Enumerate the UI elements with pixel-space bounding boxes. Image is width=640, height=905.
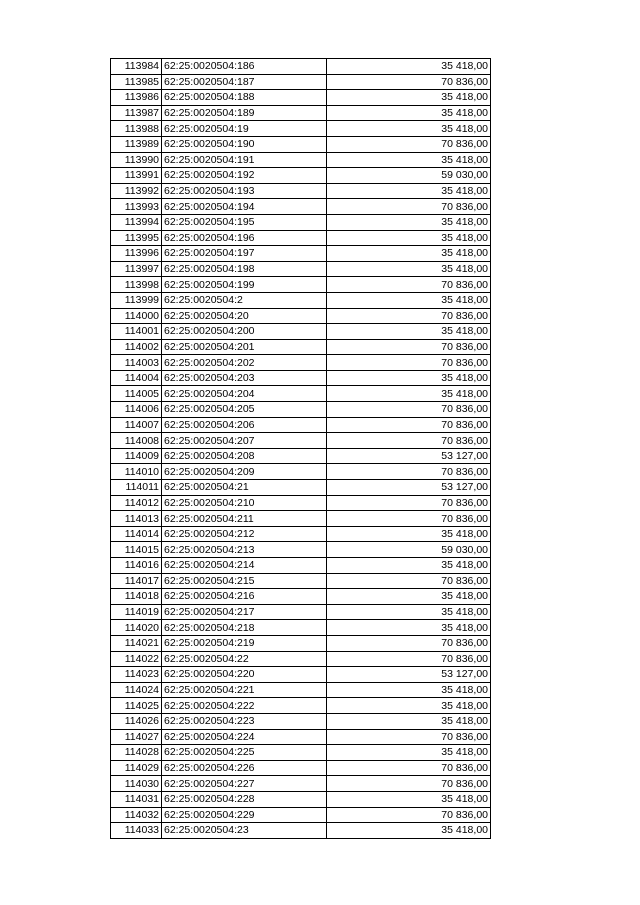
row-number-cell: 114003	[111, 355, 162, 371]
row-number-cell: 114025	[111, 698, 162, 714]
cadastral-number-cell: 62:25:0020504:203	[162, 370, 327, 386]
amount-cell: 35 418,00	[327, 745, 491, 761]
cadastral-number-cell: 62:25:0020504:205	[162, 402, 327, 418]
amount-cell: 35 418,00	[327, 713, 491, 729]
amount-cell: 70 836,00	[327, 339, 491, 355]
amount-cell: 35 418,00	[327, 261, 491, 277]
amount-cell: 35 418,00	[327, 589, 491, 605]
amount-cell: 70 836,00	[327, 807, 491, 823]
row-number-cell: 114021	[111, 635, 162, 651]
table-row	[111, 417, 491, 433]
amount-cell: 70 836,00	[327, 651, 491, 667]
amount-cell: 70 836,00	[327, 464, 491, 480]
cadastral-number-cell: 62:25:0020504:200	[162, 324, 327, 340]
row-number-cell: 114000	[111, 308, 162, 324]
row-number-cell: 114004	[111, 370, 162, 386]
row-number-cell: 114023	[111, 667, 162, 683]
table-row	[111, 230, 491, 246]
row-number-cell: 114020	[111, 620, 162, 636]
table-row	[111, 745, 491, 761]
table-row	[111, 667, 491, 683]
cadastral-number-cell: 62:25:0020504:186	[162, 59, 327, 75]
table-row	[111, 604, 491, 620]
cadastral-number-cell: 62:25:0020504:209	[162, 464, 327, 480]
row-number-cell: 113990	[111, 152, 162, 168]
cadastral-number-cell: 62:25:0020504:21	[162, 480, 327, 496]
table-row	[111, 573, 491, 589]
amount-cell: 70 836,00	[327, 776, 491, 792]
row-number-cell: 114002	[111, 339, 162, 355]
cadastral-number-cell: 62:25:0020504:197	[162, 246, 327, 262]
table-row	[111, 651, 491, 667]
amount-cell: 70 836,00	[327, 355, 491, 371]
row-number-cell: 113988	[111, 121, 162, 137]
table-row	[111, 370, 491, 386]
table-row	[111, 760, 491, 776]
row-number-cell: 114012	[111, 495, 162, 511]
table-row	[111, 620, 491, 636]
cadastral-number-cell: 62:25:0020504:224	[162, 729, 327, 745]
amount-cell: 70 836,00	[327, 433, 491, 449]
table-row	[111, 246, 491, 262]
cadastral-number-cell: 62:25:0020504:187	[162, 74, 327, 90]
table-row	[111, 495, 491, 511]
amount-cell: 70 836,00	[327, 277, 491, 293]
row-number-cell: 113993	[111, 199, 162, 215]
row-number-cell: 113989	[111, 136, 162, 152]
amount-cell: 70 836,00	[327, 136, 491, 152]
table-row	[111, 589, 491, 605]
amount-cell: 35 418,00	[327, 105, 491, 121]
cadastral-number-cell: 62:25:0020504:194	[162, 199, 327, 215]
amount-cell: 35 418,00	[327, 152, 491, 168]
cadastral-number-cell: 62:25:0020504:214	[162, 558, 327, 574]
amount-cell: 35 418,00	[327, 682, 491, 698]
row-number-cell: 114029	[111, 760, 162, 776]
cadastral-number-cell: 62:25:0020504:199	[162, 277, 327, 293]
amount-cell: 35 418,00	[327, 620, 491, 636]
amount-cell: 35 418,00	[327, 90, 491, 106]
cadastral-number-cell: 62:25:0020504:207	[162, 433, 327, 449]
cadastral-number-cell: 62:25:0020504:219	[162, 635, 327, 651]
table-row	[111, 698, 491, 714]
amount-cell: 70 836,00	[327, 74, 491, 90]
row-number-cell: 113998	[111, 277, 162, 293]
table-row	[111, 183, 491, 199]
row-number-cell: 114013	[111, 511, 162, 527]
table-row	[111, 59, 491, 75]
table-row	[111, 791, 491, 807]
amount-cell: 70 836,00	[327, 760, 491, 776]
cadastral-number-cell: 62:25:0020504:225	[162, 745, 327, 761]
cadastral-number-cell: 62:25:0020504:202	[162, 355, 327, 371]
table-row	[111, 511, 491, 527]
row-number-cell: 113996	[111, 246, 162, 262]
row-number-cell: 114032	[111, 807, 162, 823]
table-row	[111, 807, 491, 823]
table-row	[111, 261, 491, 277]
table-row	[111, 823, 491, 839]
row-number-cell: 113995	[111, 230, 162, 246]
cadastral-number-cell: 62:25:0020504:201	[162, 339, 327, 355]
amount-cell: 35 418,00	[327, 230, 491, 246]
amount-cell: 53 127,00	[327, 480, 491, 496]
cadastral-number-cell: 62:25:0020504:2	[162, 292, 327, 308]
cadastral-number-cell: 62:25:0020504:19	[162, 121, 327, 137]
cadastral-number-cell: 62:25:0020504:211	[162, 511, 327, 527]
cadastral-number-cell: 62:25:0020504:210	[162, 495, 327, 511]
cadastral-number-cell: 62:25:0020504:190	[162, 136, 327, 152]
table-row	[111, 386, 491, 402]
cadastral-number-cell: 62:25:0020504:192	[162, 168, 327, 184]
cadastral-number-cell: 62:25:0020504:221	[162, 682, 327, 698]
row-number-cell: 113997	[111, 261, 162, 277]
row-number-cell: 113984	[111, 59, 162, 75]
amount-cell: 35 418,00	[327, 246, 491, 262]
amount-cell: 53 127,00	[327, 667, 491, 683]
amount-cell: 70 836,00	[327, 495, 491, 511]
cadastral-number-cell: 62:25:0020504:213	[162, 542, 327, 558]
cadastral-number-cell: 62:25:0020504:23	[162, 823, 327, 839]
amount-cell: 70 836,00	[327, 199, 491, 215]
cadastral-number-cell: 62:25:0020504:222	[162, 698, 327, 714]
cadastral-number-cell: 62:25:0020504:216	[162, 589, 327, 605]
cadastral-number-cell: 62:25:0020504:206	[162, 417, 327, 433]
amount-cell: 70 836,00	[327, 729, 491, 745]
table-row	[111, 292, 491, 308]
amount-cell: 59 030,00	[327, 168, 491, 184]
row-number-cell: 114001	[111, 324, 162, 340]
table-row	[111, 542, 491, 558]
table-row	[111, 308, 491, 324]
table-row	[111, 152, 491, 168]
cadastral-number-cell: 62:25:0020504:196	[162, 230, 327, 246]
amount-cell: 70 836,00	[327, 417, 491, 433]
row-number-cell: 114011	[111, 480, 162, 496]
row-number-cell: 113991	[111, 168, 162, 184]
table-row	[111, 464, 491, 480]
table-row	[111, 729, 491, 745]
cadastral-number-cell: 62:25:0020504:215	[162, 573, 327, 589]
cadastral-number-cell: 62:25:0020504:229	[162, 807, 327, 823]
row-number-cell: 114024	[111, 682, 162, 698]
amount-cell: 59 030,00	[327, 542, 491, 558]
row-number-cell: 114028	[111, 745, 162, 761]
table-row	[111, 214, 491, 230]
table-row	[111, 355, 491, 371]
cadastral-number-cell: 62:25:0020504:228	[162, 791, 327, 807]
table-row	[111, 635, 491, 651]
table-row	[111, 90, 491, 106]
amount-cell: 35 418,00	[327, 370, 491, 386]
cadastral-number-cell: 62:25:0020504:198	[162, 261, 327, 277]
amount-cell: 35 418,00	[327, 823, 491, 839]
amount-cell: 35 418,00	[327, 386, 491, 402]
row-number-cell: 114007	[111, 417, 162, 433]
row-number-cell: 113994	[111, 214, 162, 230]
table-row	[111, 168, 491, 184]
cadastral-number-cell: 62:25:0020504:226	[162, 760, 327, 776]
amount-cell: 35 418,00	[327, 59, 491, 75]
row-number-cell: 114027	[111, 729, 162, 745]
cadastral-number-cell: 62:25:0020504:193	[162, 183, 327, 199]
row-number-cell: 114026	[111, 713, 162, 729]
cadastral-number-cell: 62:25:0020504:212	[162, 526, 327, 542]
cadastral-number-cell: 62:25:0020504:188	[162, 90, 327, 106]
amount-cell: 35 418,00	[327, 214, 491, 230]
cadastral-number-cell: 62:25:0020504:223	[162, 713, 327, 729]
amount-cell: 70 836,00	[327, 635, 491, 651]
row-number-cell: 114031	[111, 791, 162, 807]
row-number-cell: 114022	[111, 651, 162, 667]
amount-cell: 53 127,00	[327, 448, 491, 464]
cadastral-number-cell: 62:25:0020504:208	[162, 448, 327, 464]
table-row	[111, 526, 491, 542]
row-number-cell: 114033	[111, 823, 162, 839]
row-number-cell: 113987	[111, 105, 162, 121]
table-body	[111, 59, 491, 839]
cadastral-number-cell: 62:25:0020504:218	[162, 620, 327, 636]
table-row	[111, 324, 491, 340]
table-row	[111, 433, 491, 449]
table-row	[111, 277, 491, 293]
row-number-cell: 114009	[111, 448, 162, 464]
amount-cell: 70 836,00	[327, 308, 491, 324]
row-number-cell: 113992	[111, 183, 162, 199]
cadastral-number-cell: 62:25:0020504:220	[162, 667, 327, 683]
row-number-cell: 114010	[111, 464, 162, 480]
cadastral-number-cell: 62:25:0020504:217	[162, 604, 327, 620]
table-row	[111, 105, 491, 121]
row-number-cell: 114030	[111, 776, 162, 792]
cadastral-number-cell: 62:25:0020504:195	[162, 214, 327, 230]
amount-cell: 70 836,00	[327, 402, 491, 418]
cadastral-number-cell: 62:25:0020504:191	[162, 152, 327, 168]
amount-cell: 35 418,00	[327, 791, 491, 807]
table-row	[111, 339, 491, 355]
cadastral-number-cell: 62:25:0020504:189	[162, 105, 327, 121]
amount-cell: 70 836,00	[327, 573, 491, 589]
cadastral-number-cell: 62:25:0020504:22	[162, 651, 327, 667]
cadastral-table	[110, 58, 491, 839]
row-number-cell: 114008	[111, 433, 162, 449]
table-row	[111, 121, 491, 137]
amount-cell: 35 418,00	[327, 292, 491, 308]
table-row	[111, 776, 491, 792]
cadastral-number-cell: 62:25:0020504:204	[162, 386, 327, 402]
cadastral-number-cell: 62:25:0020504:227	[162, 776, 327, 792]
amount-cell: 35 418,00	[327, 183, 491, 199]
amount-cell: 35 418,00	[327, 526, 491, 542]
amount-cell: 35 418,00	[327, 698, 491, 714]
row-number-cell: 113999	[111, 292, 162, 308]
amount-cell: 35 418,00	[327, 324, 491, 340]
row-number-cell: 114017	[111, 573, 162, 589]
table-row	[111, 199, 491, 215]
row-number-cell: 113986	[111, 90, 162, 106]
table-row	[111, 402, 491, 418]
row-number-cell: 114006	[111, 402, 162, 418]
amount-cell: 35 418,00	[327, 558, 491, 574]
table-row	[111, 480, 491, 496]
row-number-cell: 114015	[111, 542, 162, 558]
row-number-cell: 114018	[111, 589, 162, 605]
row-number-cell: 114019	[111, 604, 162, 620]
cadastral-number-cell: 62:25:0020504:20	[162, 308, 327, 324]
row-number-cell: 114005	[111, 386, 162, 402]
amount-cell: 35 418,00	[327, 121, 491, 137]
table-row	[111, 558, 491, 574]
amount-cell: 35 418,00	[327, 604, 491, 620]
table-row	[111, 713, 491, 729]
row-number-cell: 113985	[111, 74, 162, 90]
row-number-cell: 114014	[111, 526, 162, 542]
table-row	[111, 448, 491, 464]
table-row	[111, 74, 491, 90]
table-row	[111, 682, 491, 698]
row-number-cell: 114016	[111, 558, 162, 574]
amount-cell: 70 836,00	[327, 511, 491, 527]
table-row	[111, 136, 491, 152]
